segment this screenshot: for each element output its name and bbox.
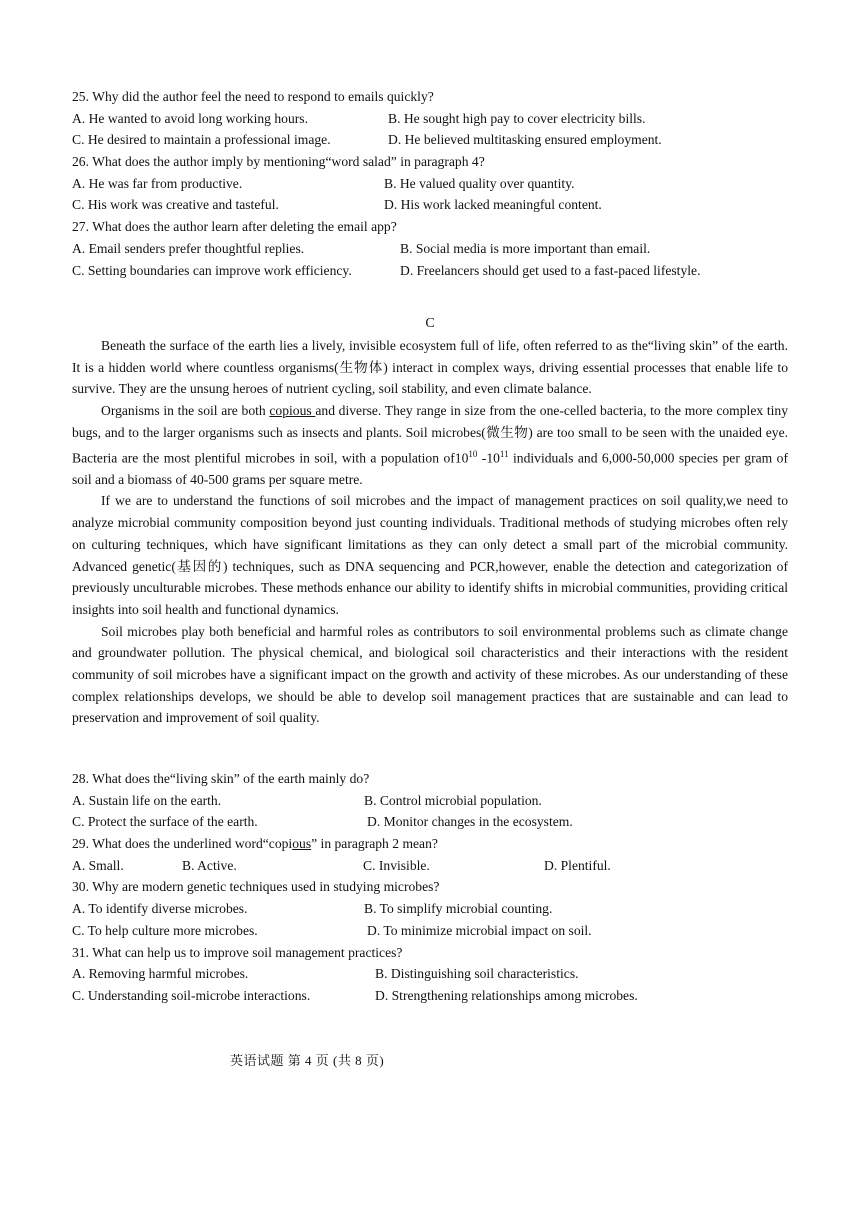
option-29-d: D. Plentiful.	[544, 857, 611, 873]
question-29-stem-start: 29. What does the underlined word“copi	[72, 836, 293, 852]
questions-28-31	[72, 768, 792, 1007]
option-30-b: B. To simplify microbial counting.	[364, 901, 553, 917]
question-30-options-row-1	[72, 898, 792, 920]
option-26-a: A. He was far from productive.	[72, 175, 243, 191]
option-30-a: A. To identify diverse microbes.	[72, 901, 248, 917]
exponent-10: 10	[468, 448, 478, 459]
questions-25-27	[72, 86, 792, 281]
option-31-b: B. Distinguishing soil characteristics.	[375, 966, 579, 982]
question-30-options-row-2	[72, 920, 792, 942]
option-29-a: A. Small.	[72, 857, 124, 873]
question-26-options-row-2	[72, 194, 792, 216]
question-25-options-row-1	[72, 108, 792, 130]
option-27-a: A. Email senders prefer thoughtful replies.	[72, 240, 305, 256]
paragraph-2-text-start: Organisms in the soil are both	[101, 403, 270, 419]
paragraph-4: Soil microbes play both beneficial and harmful roles as contributors to soil environmental problems such as climate change and groundwater pollution. The physical chemical, and biological soil characteristics and their interactions with the resident community of soil microbes have a significant impact on the growth and activity of these microbes. As our understanding of these complex relationships develops, we should be able to develop soil management practices that are sustainable and can lead to preservation and improvement of soil quality.	[72, 623, 788, 726]
question-31-options-row-2	[72, 985, 792, 1007]
option-27-b: B. Social media is more important than email.	[400, 240, 651, 256]
option-29-c: C. Invisible.	[363, 857, 430, 873]
section-title: C	[425, 316, 435, 331]
question-27-options-row-2	[72, 260, 792, 282]
paragraph-2-text-end: individuals and 6,000-50,000 species per gram of soil and a biomass of 40-500 grams per square metre.	[72, 450, 788, 487]
question-29-stem-end: ” in paragraph 2 mean?	[311, 836, 438, 852]
option-31-a: A. Removing harmful microbes.	[72, 966, 249, 982]
question-25-stem: 25. Why did the author feel the need to respond to emails quickly?	[72, 89, 434, 104]
question-27-options-row-1	[72, 238, 792, 260]
option-25-a: A. He wanted to avoid long working hours.	[72, 110, 308, 126]
option-26-d: D. His work lacked meaningful content.	[384, 197, 602, 213]
question-29-underlined-part: ous	[292, 836, 312, 852]
option-28-b: B. Control microbial population.	[364, 792, 542, 808]
question-28-options-row-1	[72, 790, 792, 812]
option-27-d: D. Freelancers should get used to a fast-paced lifestyle.	[400, 262, 701, 278]
question-30-stem: 30. Why are modern genetic techniques used in studying microbes?	[72, 879, 440, 895]
option-31-d: D. Strengthening relationships among microbes.	[375, 987, 638, 1003]
option-28-a: A. Sustain life on the earth.	[72, 792, 222, 808]
option-25-d: D. He believed multitasking ensured employment.	[388, 132, 662, 148]
option-28-d: D. Monitor changes in the ecosystem.	[367, 814, 573, 830]
question-28-options-row-2	[72, 811, 792, 833]
option-27-c: C. Setting boundaries can improve work efficiency.	[72, 262, 352, 278]
option-29-b: B. Active.	[182, 857, 237, 873]
exponent-11: 11	[499, 448, 509, 459]
paragraph-2-range-dash: -10	[477, 450, 500, 466]
option-25-b: B. He sought high pay to cover electricity bills.	[388, 110, 646, 126]
reading-passage	[72, 335, 788, 729]
underlined-word-copious: copious	[269, 403, 316, 419]
question-28-stem: 28. What does the“living skin” of the earth mainly do?	[72, 771, 370, 786]
question-31-stem: 31. What can help us to improve soil management practices?	[72, 944, 403, 960]
question-31-options-row-1	[72, 963, 792, 985]
option-31-c: C. Understanding soil-microbe interactions.	[72, 987, 311, 1003]
question-26-stem: 26. What does the author imply by mentioning“word salad” in paragraph 4?	[72, 154, 485, 170]
paragraph-3: If we are to understand the functions of soil microbes and the impact of management practices on soil quality,we need to analyze microbial community composition beyond just counting individuals. Traditional methods of studying microbes often rely on culturing techniques, which have significant limitations as they can only detect a small part of the microbial community. Advanced genetic(基因的) techniques, such as DNA sequencing and PCR,however, enable the detection and categorization of previously unculturable microbes. These methods enhance our ability to identify shifts in microbial communities, providing critical insights into soil health and functional dynamics.	[72, 493, 788, 617]
question-27-stem: 27. What does the author learn after deleting the email app?	[72, 219, 397, 235]
option-30-d: D. To minimize microbial impact on soil.	[367, 922, 592, 938]
paragraph-2	[72, 400, 788, 490]
question-26-options-row-1	[72, 173, 792, 195]
option-25-c: C. He desired to maintain a professional image.	[72, 132, 331, 148]
option-26-c: C. His work was creative and tasteful.	[72, 197, 279, 213]
question-29-options-row	[72, 855, 792, 877]
question-25-options-row-2	[72, 129, 792, 151]
option-30-c: C. To help culture more microbes.	[72, 922, 258, 938]
question-29-stem	[72, 833, 792, 855]
page-footer: 英语试题 第 4 页 (共 8 页)	[230, 1053, 385, 1068]
option-26-b: B. He valued quality over quantity.	[384, 175, 575, 191]
paragraph-1: Beneath the surface of the earth lies a lively, invisible ecosystem full of life, often referred to as the“living skin” of the earth. It is a hidden world where countless organisms(生物体) interact in complex ways, driving essential processes that enable life to survive. They are the unsung heroes of nutrient cycling, soil stability, and even climate balance.	[72, 338, 788, 397]
paragraph-2-text-middle: and diverse. They range in size from the one-celled bacteria, to the more complex tiny bugs, and to the larger organisms such as insects and plants. Soil microbes(微生物) are too small to be seen with the unaided eye. Bacteria are the most plentiful microbes in soil, with a population of10	[72, 403, 788, 466]
option-28-c: C. Protect the surface of the earth.	[72, 814, 258, 830]
